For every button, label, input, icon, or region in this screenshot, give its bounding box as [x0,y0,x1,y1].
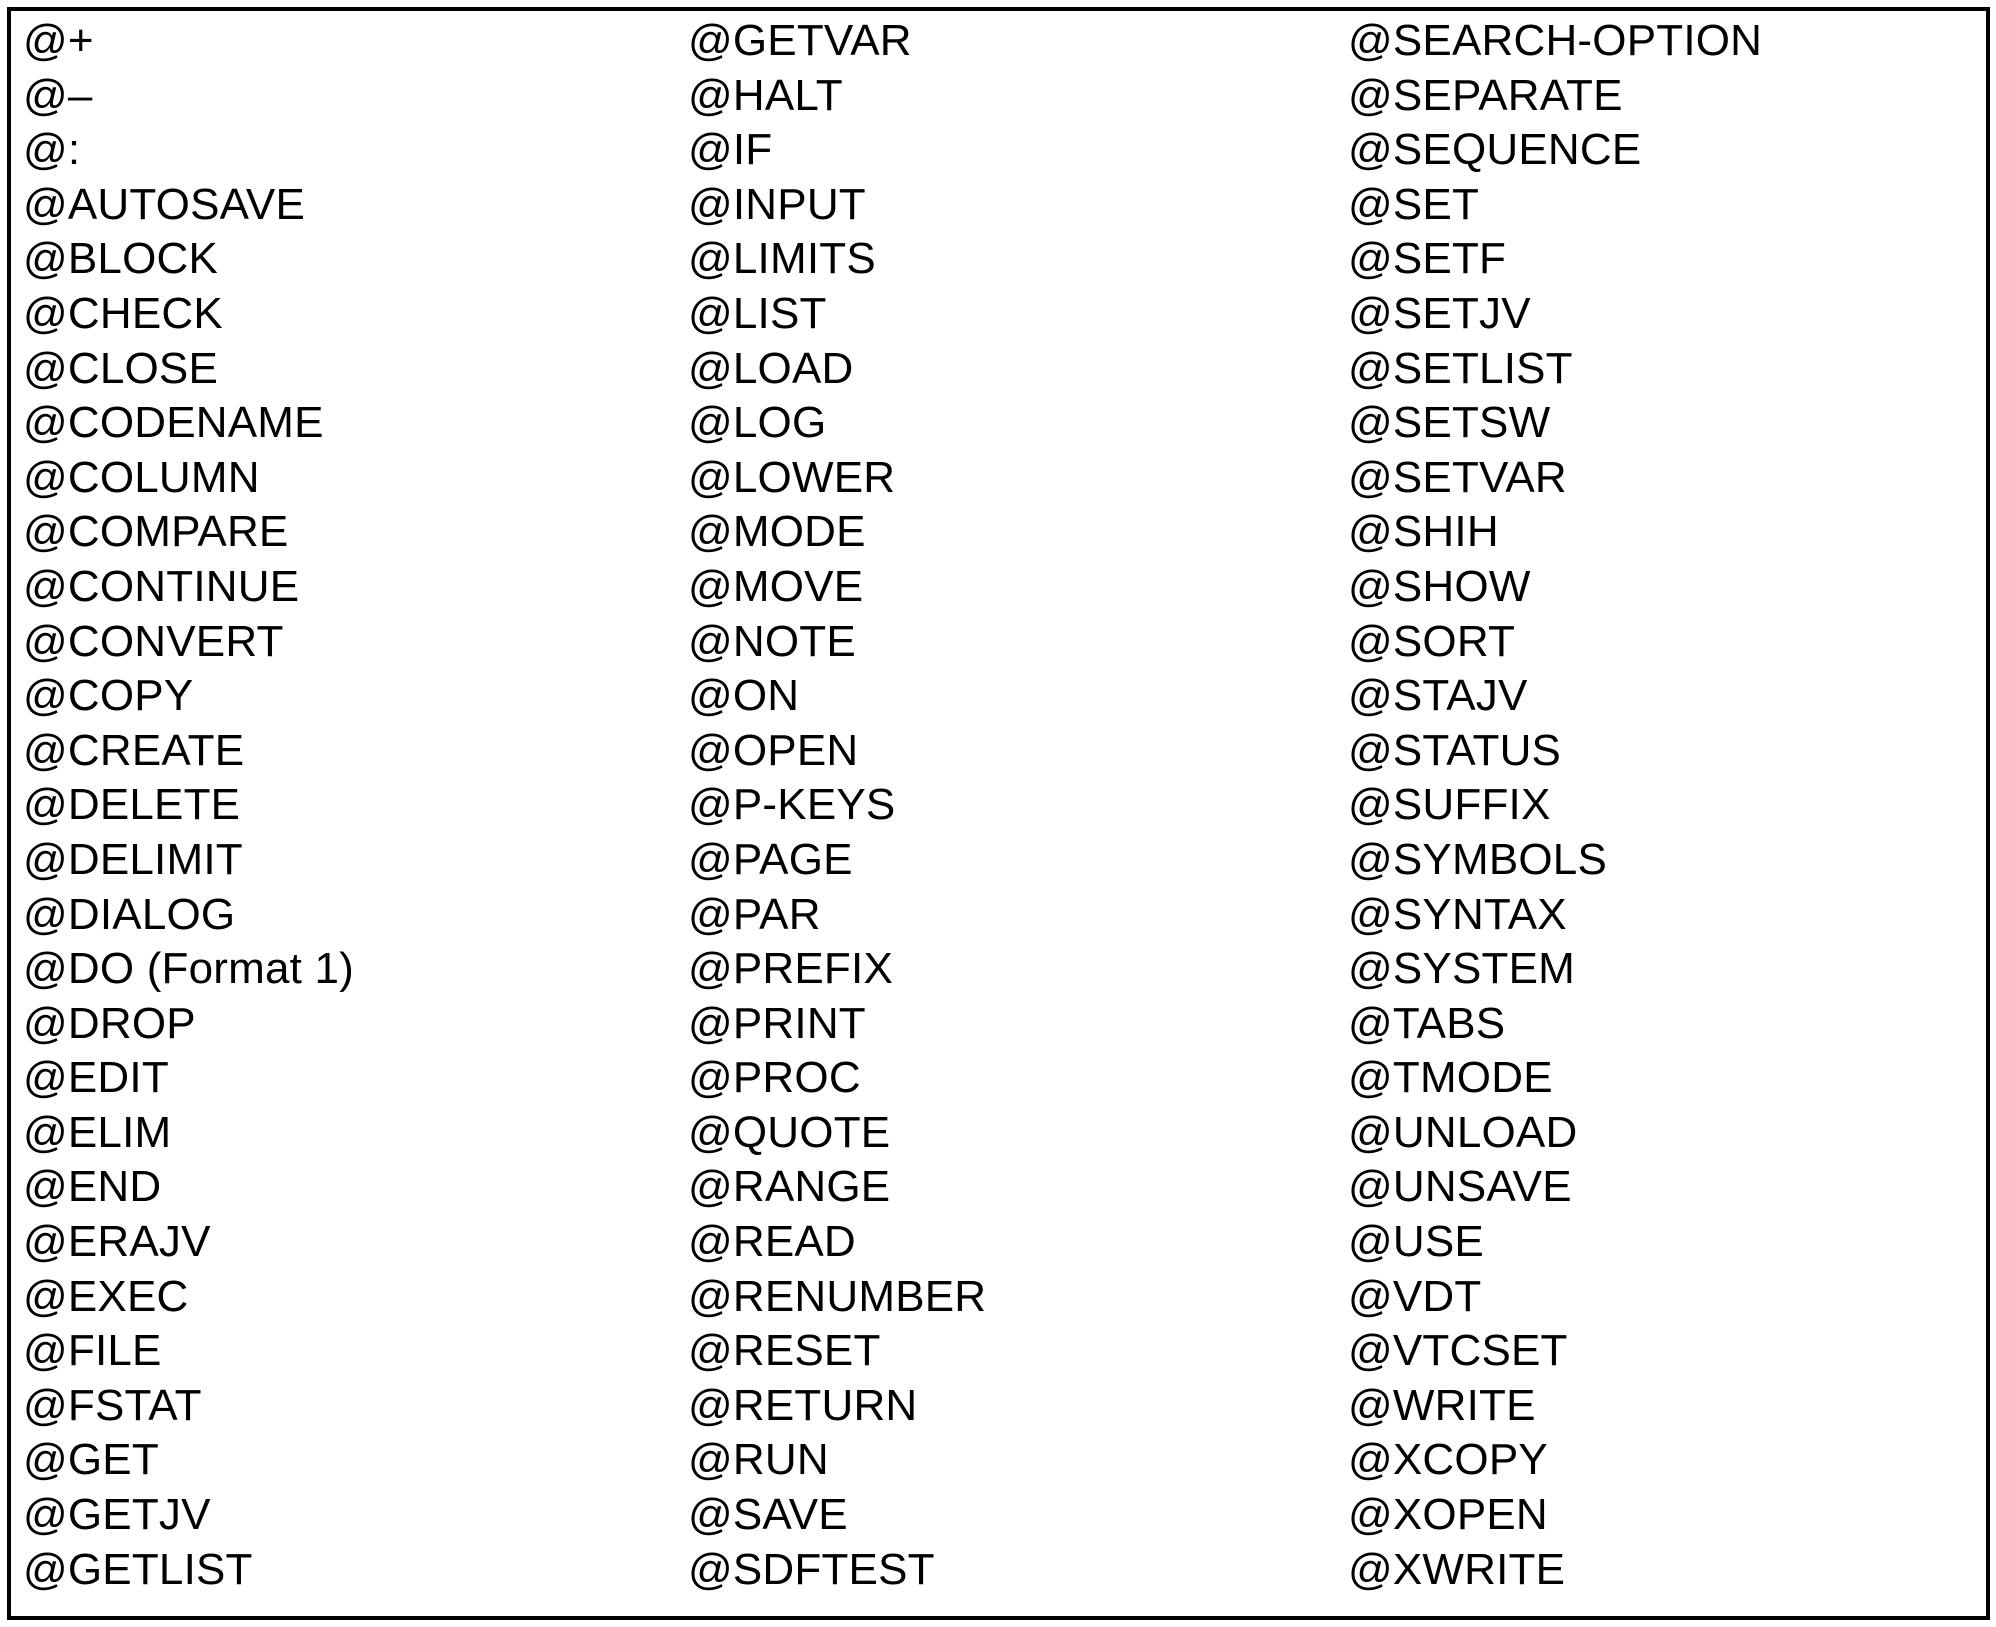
command-item: @AUTOSAVE [23,179,306,229]
command-item: @SETSW [1348,398,1551,448]
command-column-3 [1348,14,1988,1597]
command-item: @BLOCK [23,234,219,284]
command-item: @CONTINUE [23,561,300,611]
command-item: @SEPARATE [1348,70,1623,120]
command-item: @SEQUENCE [1348,125,1642,175]
command-item: @RUN [688,1435,829,1485]
command-item: @VTCSET [1348,1326,1568,1376]
command-item: @SHOW [1348,561,1531,611]
command-column-1 [23,14,688,1597]
command-item: @XOPEN [1348,1490,1548,1540]
command-item: @CLOSE [23,343,219,393]
command-item: @GETJV [23,1490,211,1540]
command-item: @PAGE [688,834,853,884]
command-item: @SETVAR [1348,452,1567,502]
command-item: @XCOPY [1348,1435,1548,1485]
command-item: @SAVE [688,1490,848,1540]
command-item: @COLUMN [23,452,260,502]
command-item: @– [23,70,93,120]
command-item: @STAJV [1348,671,1528,721]
command-item: @MODE [688,507,866,557]
command-item: @ELIM [23,1107,172,1157]
command-item: @: [23,125,81,175]
command-item: @SHIH [1348,507,1499,557]
command-item: @CONVERT [23,616,284,666]
command-item: @COPY [23,671,194,721]
command-item: @SYNTAX [1348,889,1567,939]
command-item: @GETLIST [23,1544,253,1594]
command-item: @GETVAR [688,16,912,65]
command-item: @PRINT [688,998,866,1048]
command-item: @LIMITS [688,234,876,284]
command-item: @COMPARE [23,507,289,557]
command-item: @PAR [688,889,821,939]
command-item: @STATUS [1348,725,1562,775]
command-item: @CHECK [23,288,223,338]
command-item: @SUFFIX [1348,780,1551,830]
command-item: @CODENAME [23,398,324,448]
command-item: @IF [688,125,773,175]
command-item: @TMODE [1348,1053,1553,1103]
command-item: @READ [688,1217,856,1267]
command-item: @PROC [688,1053,861,1103]
command-item: @DO (Format 1) [23,944,355,994]
command-item: @+ [23,16,94,65]
command-item: @PREFIX [688,944,893,994]
command-item: @SYMBOLS [1348,834,1608,884]
command-item: @VDT [1348,1271,1482,1321]
command-item: @HALT [688,70,843,120]
command-item: @SDFTEST [688,1544,935,1594]
command-item: @SETJV [1348,288,1531,338]
command-item: @UNSAVE [1348,1162,1572,1212]
command-item: @DELETE [23,780,241,830]
command-item: @SET [1348,179,1480,229]
command-item: @LOWER [688,452,896,502]
command-item: @RENUMBER [688,1271,987,1321]
command-item: @DIALOG [23,889,236,939]
command-item: @ERAJV [23,1217,211,1267]
command-item: @LOAD [688,343,854,393]
command-item: @FSTAT [23,1380,202,1430]
command-item: @UNLOAD [1348,1107,1578,1157]
command-item: @RETURN [688,1380,918,1430]
command-item: @RESET [688,1326,881,1376]
command-column-2 [688,14,1348,1597]
command-item: @SETLIST [1348,343,1573,393]
command-item: @OPEN [688,725,859,775]
command-item: @EXEC [23,1271,189,1321]
command-item: @DROP [23,998,196,1048]
command-item: @SETF [1348,234,1507,284]
command-item: @XWRITE [1348,1544,1566,1594]
command-item: @SORT [1348,616,1516,666]
command-item: @TABS [1348,998,1506,1048]
command-item: @FILE [23,1326,162,1376]
command-item: @NOTE [688,616,856,666]
command-item: @DELIMIT [23,834,243,884]
command-item: @LOG [688,398,827,448]
command-item: @USE [1348,1217,1484,1267]
command-item: @GET [23,1435,159,1485]
command-item: @QUOTE [688,1107,891,1157]
command-item: @SYSTEM [1348,944,1575,994]
command-item: @CREATE [23,725,245,775]
command-item: @LIST [688,288,827,338]
command-list [23,14,1988,1597]
command-item: @MOVE [688,561,864,611]
command-item: @EDIT [23,1053,169,1103]
command-item: @P-KEYS [688,780,896,830]
command-item: @END [23,1162,162,1212]
command-item: @RANGE [688,1162,891,1212]
command-item: @ON [688,671,800,721]
command-item: @SEARCH-OPTION [1348,16,1763,65]
command-item: @INPUT [688,179,866,229]
command-item: @WRITE [1348,1380,1536,1430]
